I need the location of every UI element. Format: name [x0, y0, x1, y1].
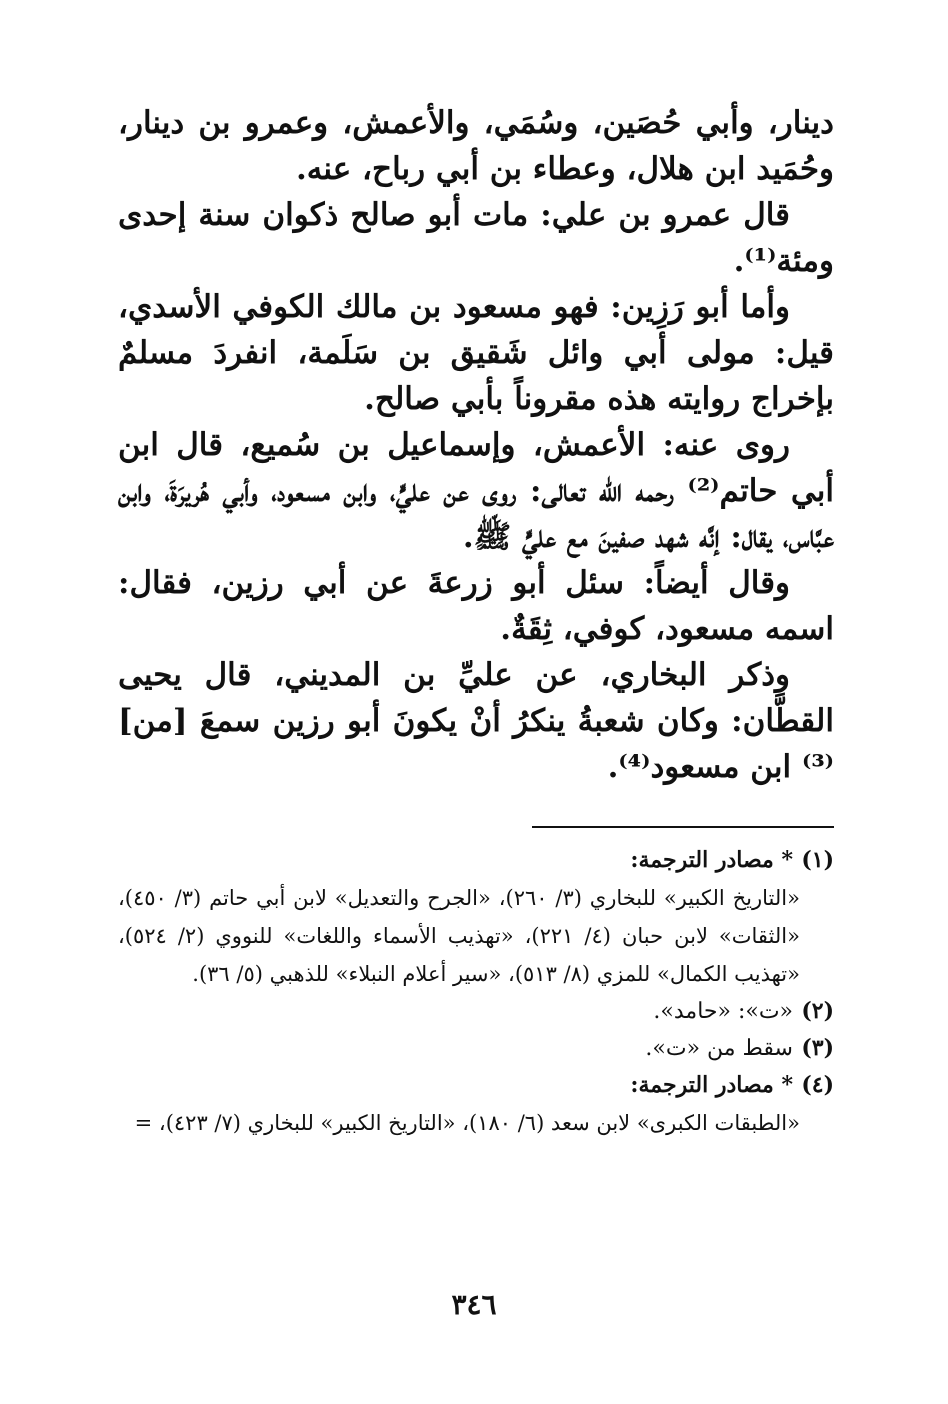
paragraph-4: روى عنه: الأعمش، وإسماعيل بن سُميع، قال ابن أبي حاتم⁽²⁾ رحمه الله تعالى: روى عن عليٍّ، وابن مسعود، وأبي هُريرَةَ، وابن عبَّاس، يقال: إنَّه شهد صفينَ مع عليٍّ ﷺ.	[118, 427, 834, 555]
footnote-4-title: * مصادر الترجمة:	[630, 1072, 793, 1098]
footnote-1-heading	[118, 842, 834, 879]
footnote-separator	[532, 826, 834, 828]
footnote-1-title: * مصادر الترجمة:	[630, 847, 793, 873]
footnotes	[118, 842, 834, 1142]
footnote-3-number: (٣)	[801, 1035, 834, 1061]
footnote-2	[118, 993, 834, 1030]
footnote-2-text: «ت»: «حامد».	[653, 999, 793, 1024]
paragraph-6: وذكر البخاري، عن عليِّ بن المديني، قال يحيى القطَّان: وكان شعبةُ ينكرُ أنْ يكونَ أبو رزين سمعَ [من]⁽³⁾ ابن مسعود⁽⁴⁾.	[118, 657, 834, 785]
footnote-3-text: سقط من «ت».	[645, 1036, 793, 1061]
footnote-4-number: (٤)	[801, 1072, 834, 1098]
page-number: ٣٤٦	[451, 1288, 497, 1321]
footnote-1-number: (١)	[801, 847, 834, 873]
paragraph-2: قال عمرو بن علي: مات أبو صالح ذكوان سنة إحدى ومئة⁽¹⁾.	[118, 197, 834, 279]
footnote-2-number: (٢)	[801, 998, 834, 1024]
paragraph-1: دينار، وأبي حُصَين، وسُمَي، والأعمش، وعمرو بن دينار، وحُمَيد ابن هلال، وعطاء بن أبي رباح، عنه.	[118, 105, 834, 187]
paragraph-5: وقال أيضاً: سئل أبو زرعةَ عن أبي رزين، فقال: اسمه مسعود، كوفي، ثِقَةٌ.	[118, 565, 834, 647]
paragraph-3: وأما أبو رَزِين: فهو مسعود بن مالك الكوفي الأسدي، قيل: مولى أبي وائل شَقيق بن سَلَمة، انفردَ مسلمٌ بإخراج روايته هذه مقروناً بأبي صالح.	[118, 289, 834, 417]
footnote-4-body: «الطبقات الكبرى» لابن سعد (٦/ ١٨٠)، «التاريخ الكبير» للبخاري (٧/ ٤٢٣)، =	[134, 1111, 800, 1135]
footnote-1-body: «التاريخ الكبير» للبخاري (٣/ ٢٦٠)، «الجرح والتعديل» لابن أبي حاتم (٣/ ٤٥٠)، «الثقات» لابن حبان (٤/ ٢٢١)، «تهذيب الأسماء واللغات» للنووي (٢/ ٥٢٤)، «تهذيب الكمال» للمزي (٨/ ٥١٣)، «سير أعلام النبلاء» للذهبي (٥/ ٣٦).	[118, 886, 800, 986]
main-text	[118, 100, 834, 790]
footnote-4-heading	[118, 1067, 834, 1104]
footnote-3	[118, 1030, 834, 1067]
